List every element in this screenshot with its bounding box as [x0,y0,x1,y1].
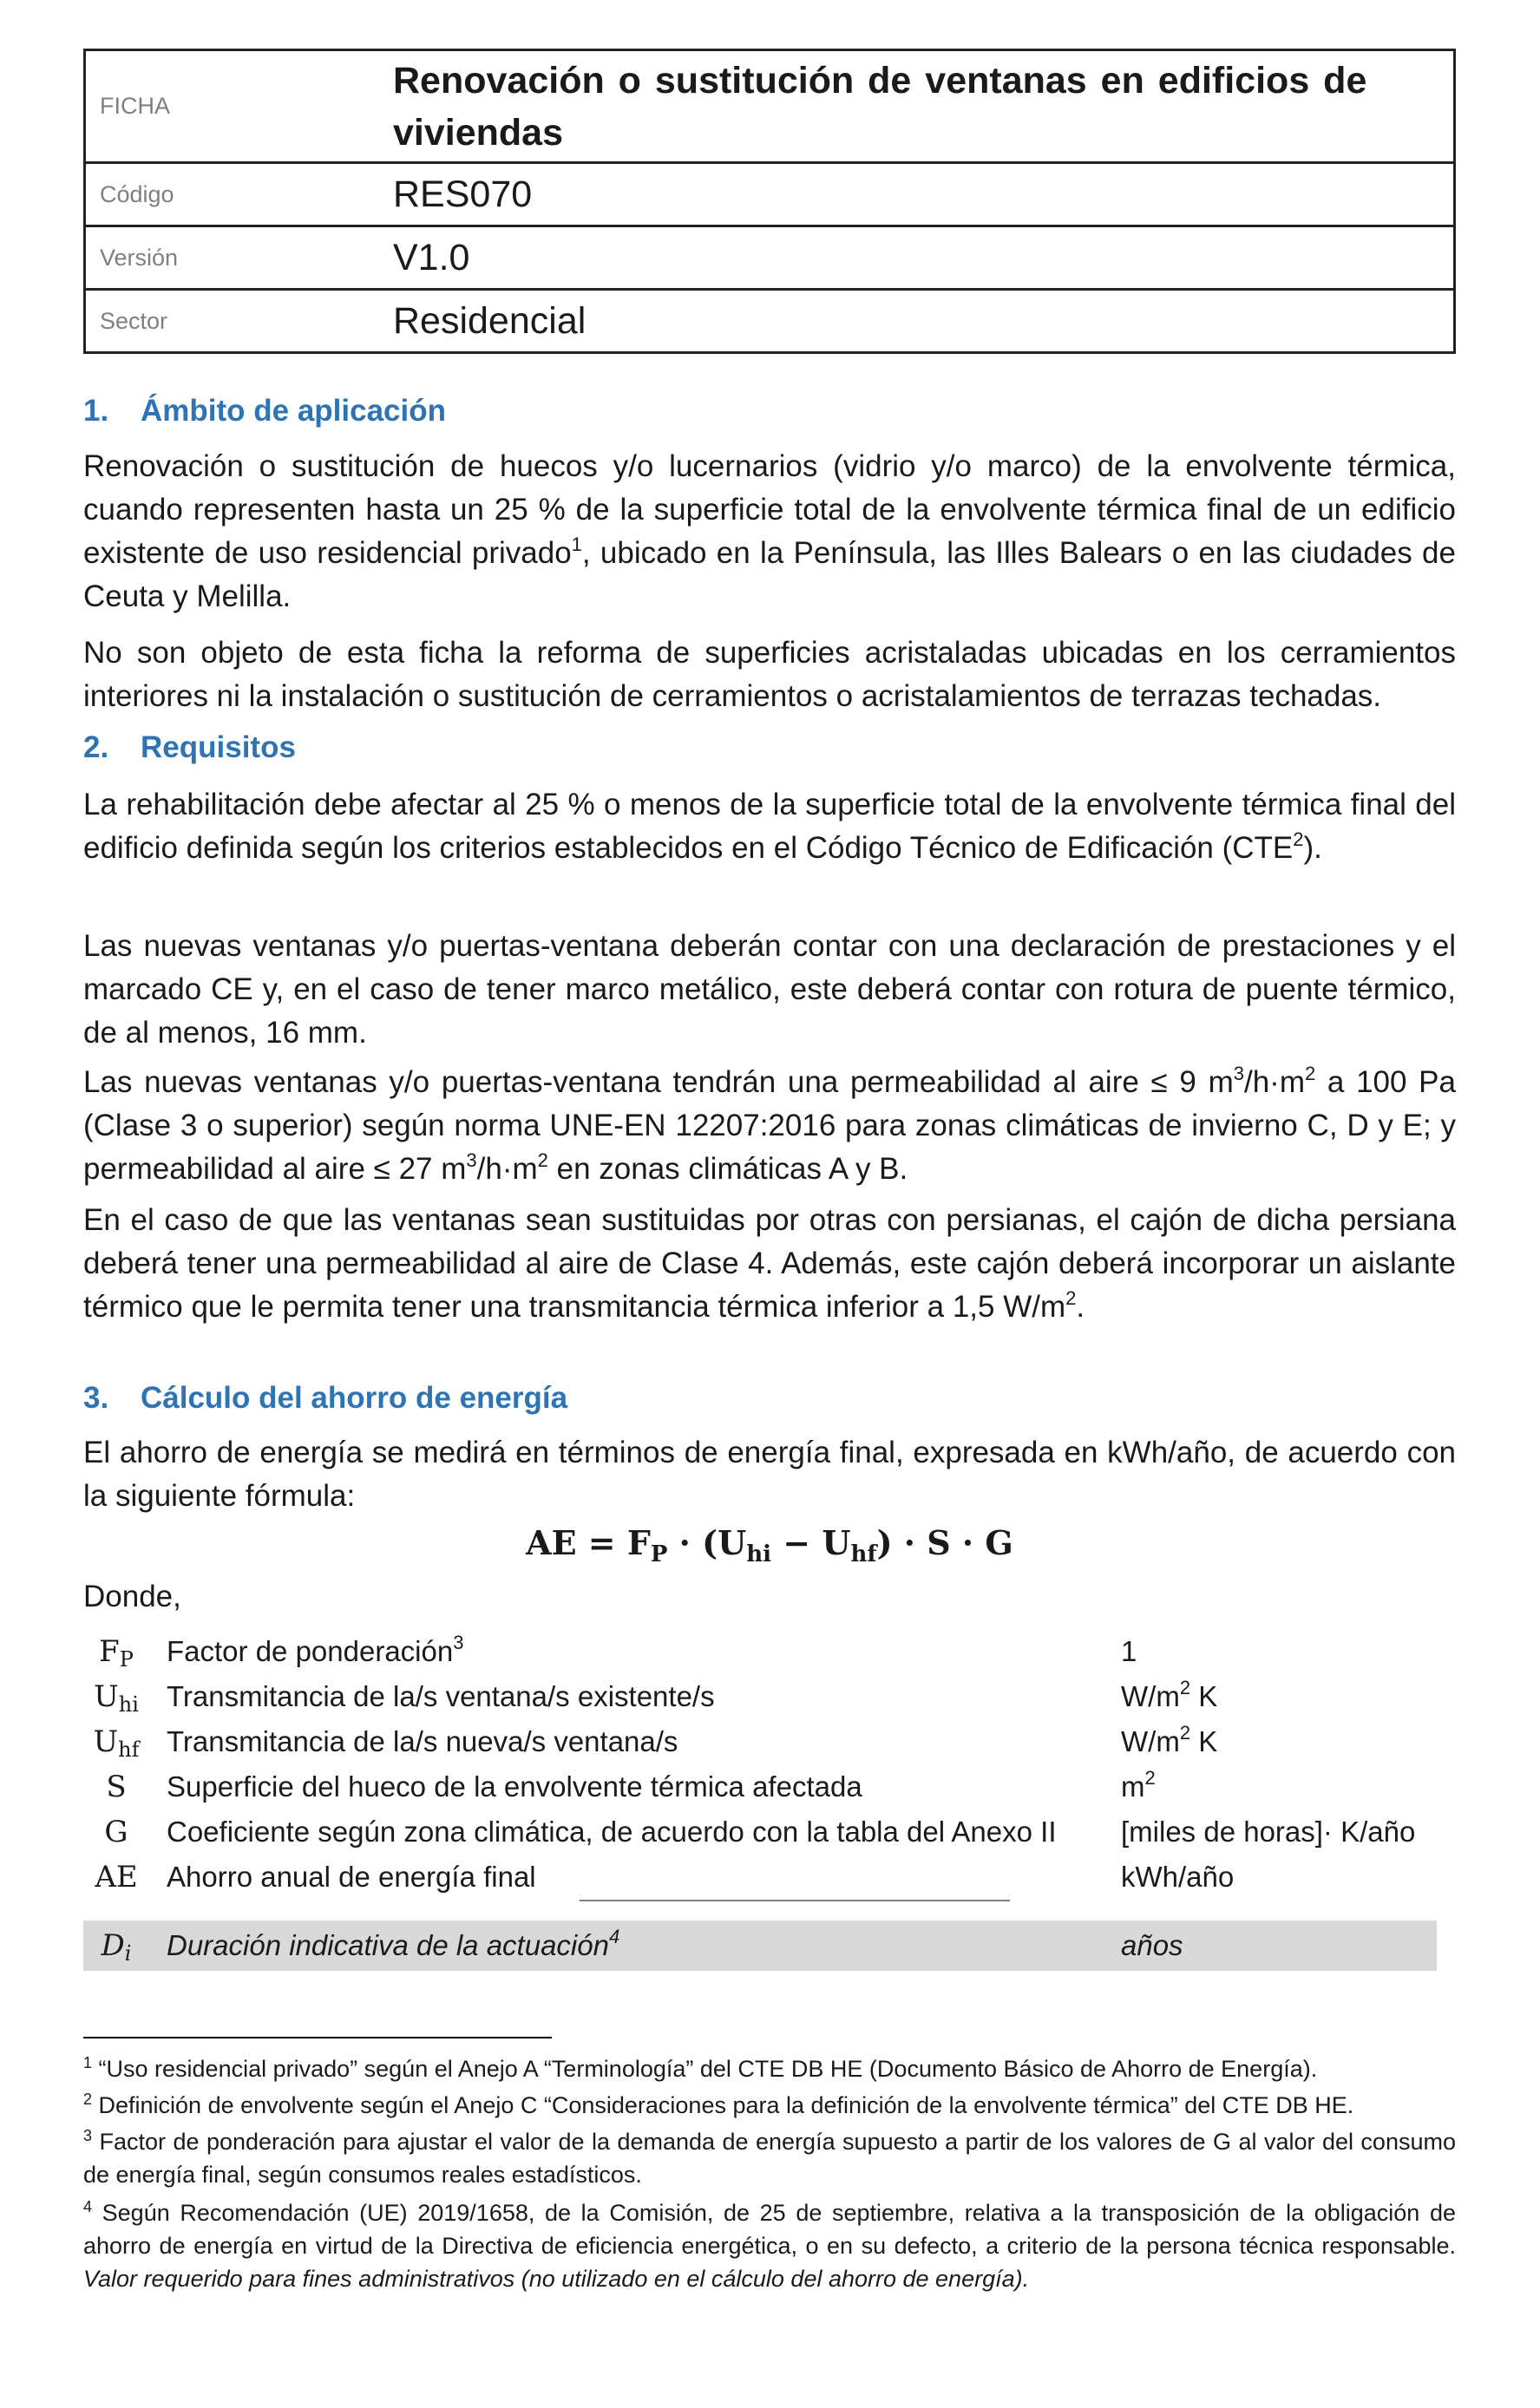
variable-row [83,1855,1437,1900]
footnote-2 [83,2089,1456,2122]
variable-symbol: $F_P$ [99,1634,134,1672]
formula-uhi-sub: hi [746,1541,772,1567]
footnote-number: 1 [83,2054,93,2071]
section-2-number: 2. [83,730,109,764]
footnote-ref-1[interactable]: 1 [571,533,582,555]
variable-description: Ahorro anual de energía final [167,1861,536,1893]
codigo-label: Código [85,163,380,226]
variable-symbol: $U_{hf}$ [93,1724,140,1762]
ficha-title: Renovación o sustitución de ventanas en edificios de viviendas [379,50,1455,163]
formula-fp: F [626,1523,651,1562]
footnote-3 [83,2125,1456,2191]
text-run: Las nuevas ventanas y/o puertas-ventana tendrán una permeabilidad al aire ≤ 9 m [83,1065,1234,1099]
variable-unit: $W/m^2$ K [1121,1722,1218,1757]
formula-uhf: U [822,1523,851,1562]
variable-description: Transmitancia de la/s nueva/s ventana/s [167,1725,678,1757]
variable-description: Factor de ponderación$^3$ [167,1632,464,1667]
variable-row [83,1629,1437,1674]
section-2-heading [83,730,296,765]
energy-savings-formula [83,1523,1456,1567]
variable-unit: [miles de horas]· K/año [1121,1816,1416,1848]
formula-s: S [927,1523,951,1562]
text-run: ). [1303,831,1322,865]
superscript: 2 [1065,1287,1077,1309]
variable-description: Coeficiente según zona climática, de acuerdo con la tabla del Anexo II [167,1816,1057,1848]
footnote-text: Según Recomendación (UE) 2019/1658, de la Comisión, de 25 de septiembre, relativa a la transposición de la obligación de ahorro de energía en virtud de la Directiva de eficiencia energética, o en su defecto, a criterio de la persona técnica responsable. [83,2200,1456,2259]
superscript: 3 [466,1149,477,1171]
section-2-paragraph-2: Las nuevas ventanas y/o puertas-ventana deberán contar con una declaración de prestaciones y el marcado CE y, en el caso de tener marco metálico, este deberá contar con rotura de puente térmico, de al menos, 16 mm. [83,929,1456,1050]
variable-description: Superficie del hueco de la envolvente térmica afectada [167,1770,862,1803]
superscript: 3 [1233,1063,1244,1084]
sector-value: Residencial [379,290,1455,353]
formula-op: ) · [876,1523,927,1562]
formula-g: G [985,1523,1013,1562]
formula-fp-sub: P [650,1541,668,1567]
text-run: /h·m [476,1152,538,1186]
section-1-paragraph-1 [83,445,1456,618]
duration-symbol: $D_i$ [101,1928,132,1966]
separator-line [580,1900,1010,1901]
sector-label: Sector [85,290,380,353]
variable-symbol: AE [95,1860,138,1894]
variable-symbol: $U_{hi}$ [94,1679,139,1717]
text-run: , ubicado en la Península, las Illes Balears o en las ciudades de Ceuta y Melilla. [83,536,1456,613]
section-1-number: 1. [83,394,109,428]
variable-row [83,1719,1437,1764]
text-run: /h·m [1243,1065,1305,1099]
codigo-value: RES070 [379,163,1455,226]
variable-symbol: G [104,1815,128,1849]
footnote-number: 4 [83,2198,93,2215]
ficha-header-table [83,49,1456,354]
footnote-text: Definición de envolvente según el Anejo C “Consideraciones para la definición de la envolvente térmica” del CTE DB HE. [92,2092,1354,2118]
variable-row [83,1674,1437,1719]
formula-equals: = [576,1523,627,1562]
section-1-title: Ámbito de aplicación [141,394,446,428]
footnote-ref-3[interactable]: 3 [453,1632,464,1653]
footnote-text: “Uso residencial privado” según el Anejo A “Terminología” del CTE DB HE (Documento Básico de Ahorro de Energía). [92,2056,1318,2082]
footnote-number: 3 [83,2127,93,2144]
variable-symbol: S [106,1770,127,1804]
footnote-ref-4[interactable]: 4 [608,1926,620,1947]
footnote-separator [83,2037,552,2038]
footnote-italic-text: Valor requerido para fines administrativos (no utilizado en el cálculo del ahorro de energía). [83,2266,1030,2292]
variable-row [83,1809,1437,1855]
variable-description: Transmitancia de la/s ventana/s existente/s [167,1680,715,1712]
version-label: Versión [85,226,380,290]
variable-unit: $W/m^2$ K [1121,1677,1218,1712]
section-3-heading [83,1381,567,1416]
section-2-paragraph-4 [83,1199,1456,1329]
footnote-1 [83,2052,1456,2085]
text-run: . [1076,1290,1085,1324]
duration-description: Duración indicativa de la actuación$^4$ [167,1926,620,1961]
section-1-heading [83,394,446,429]
text-run: en zonas climáticas A y B. [547,1152,908,1186]
section-2-title: Requisitos [141,730,296,764]
donde-label: Donde, [83,1580,181,1613]
text-run: Renovación o sustitución de huecos y/o lucernarios (vidrio y/o marco) de la envolvente térmica, cuando representen hasta un 25 % de la superficie total de la envolvente térmica final de un edificio existente de uso residencial privado [83,449,1456,570]
superscript: 2 [537,1149,548,1171]
variable-unit: 1 [1121,1635,1137,1667]
footnote-4 [83,2196,1456,2295]
formula-op: − [771,1523,822,1562]
section-1-paragraph-2: No son objeto de esta ficha la reforma de superficies acristaladas ubicadas en los cerramientos interiores ni la instalación o sustitución de cerramientos o acristalamientos de terrazas techadas. [83,636,1456,713]
section-2-paragraph-3 [83,1061,1456,1191]
section-2-paragraph-1 [83,783,1456,870]
formula-uhi: U [718,1523,747,1562]
duration-row [83,1921,1437,1971]
variable-unit: $m^2$ [1121,1767,1156,1803]
formula-op: · ( [667,1523,718,1562]
footnote-number: 2 [83,2091,93,2108]
text-run: La rehabilitación debe afectar al 25 % o menos de la superficie total de la envolvente térmica final del edificio definida según los criterios establecidos en el Código Técnico de Edificación (CTE [83,788,1456,865]
formula-ae: AE [526,1523,577,1562]
duration-unit: años [1121,1929,1183,1961]
footnote-ref-2[interactable]: 2 [1293,828,1304,850]
footnote-text: Factor de ponderación para ajustar el valor de la demanda de energía supuesto a partir de los valores de G al valor del consumo de energía final, según consumos reales estadísticos. [83,2129,1456,2188]
variable-unit: kWh/año [1121,1861,1235,1893]
version-value: V1.0 [379,226,1455,290]
section-3-title: Cálculo del ahorro de energía [141,1381,568,1415]
section-3-paragraph-1: El ahorro de energía se medirá en términos de energía final, expresada en kWh/año, de acuerdo con la siguiente fórmula: [83,1436,1456,1513]
text-run: a 100 Pa (Clase 3 o superior) según norma UNE-EN 12207:2016 para zonas climáticas de invierno C, D y E; y permeabilidad al aire ≤ 27 m [83,1065,1456,1186]
formula-op: · [950,1523,986,1562]
text-run: En el caso de que las ventanas sean sustituidas por otras con persianas, el cajón de dicha persiana deberá tener una permeabilidad al aire de Clase 4. Además, este cajón deberá incorporar un aislante térmico que le permita tener una transmitancia térmica inferior a 1,5 W/m [83,1203,1456,1324]
formula-uhf-sub: hf [850,1541,877,1567]
superscript: 2 [1304,1063,1316,1084]
variable-row [83,1764,1437,1809]
section-3-number: 3. [83,1381,109,1415]
ficha-label: FICHA [85,50,380,163]
